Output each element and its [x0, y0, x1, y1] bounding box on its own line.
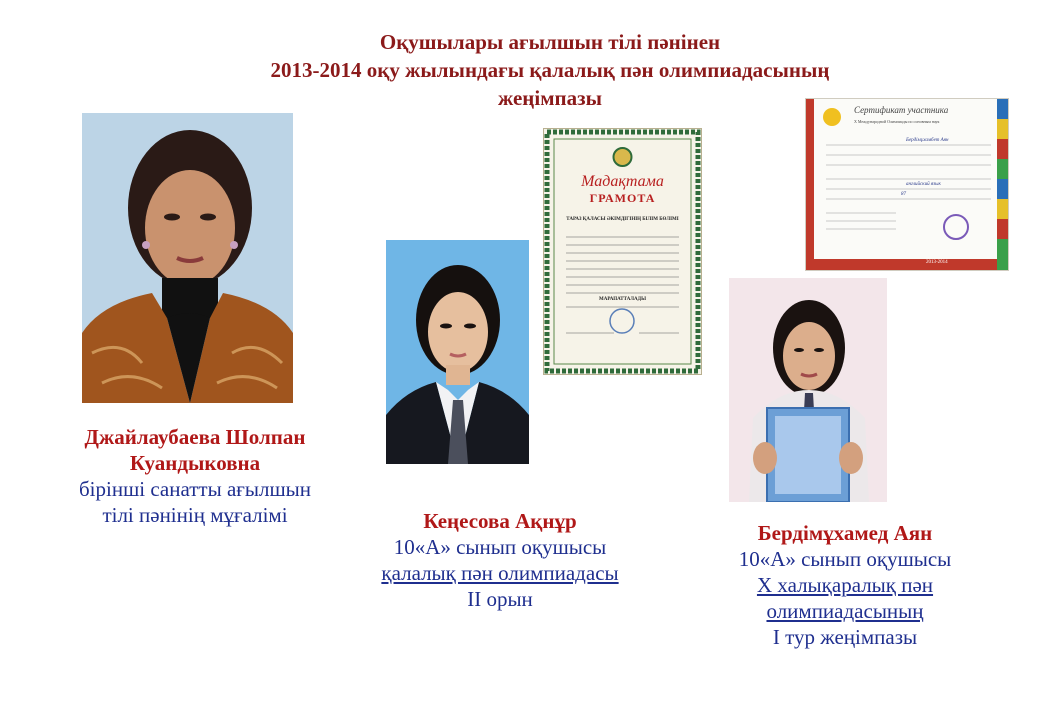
teacher-caption: [50, 424, 340, 528]
certificate-score: 87: [901, 192, 906, 197]
certificate-year: 2013-2014: [926, 260, 948, 265]
student2-portrait-graphic: [729, 278, 887, 502]
student1-name: Кеңесова Ақнұр: [423, 509, 577, 533]
gramota-heading: ГРАМОТА: [589, 191, 656, 205]
gramota-script-title: Мадақтама: [581, 173, 664, 190]
student2-class: 10«А» сынып оқушысы: [738, 547, 952, 571]
teacher-photo: [82, 113, 293, 403]
gramota-document: [543, 128, 702, 375]
teacher-name-line-1: Джайлаубаева Шолпан: [84, 425, 306, 449]
student1-event: қалалық пән олимпиадасы: [381, 561, 619, 585]
title-line-1: Оқушылары ағылшын тілі пәнінен: [379, 30, 721, 54]
gramota-award: МАРАПАТТАЛАДЫ: [598, 297, 646, 302]
student2-event-line-1: Х халықаралық пән: [756, 573, 934, 597]
title-line-3: жеңімпазы: [498, 86, 602, 110]
student2-caption: [690, 520, 1000, 650]
gramota-border-graphic: [544, 129, 701, 374]
student2-name: Бердімұхамед Аян: [757, 521, 933, 545]
certificate-name: Бердімұхамбет Аян: [906, 138, 949, 143]
title-line-2: 2013-2014 оқу жылындағы қалалық пән олимпиадасының: [270, 58, 830, 82]
student2-event-line-2: олимпиадасының: [766, 599, 924, 623]
teacher-role-line-2: тілі пәнінің мұғалімі: [102, 503, 288, 527]
teacher-portrait-graphic: [82, 113, 293, 403]
student1-portrait-graphic: [386, 240, 529, 464]
gramota-issuer: ТАРАЗ ҚАЛАСЫ ӘКІМДІГІНІҢ БІЛІМ БӨЛІМІ: [566, 217, 679, 222]
certificate-subtitle: X Международной Олимпиады по основным наук: [854, 119, 940, 124]
student1-class: 10«А» сынып оқушысы: [393, 535, 607, 559]
teacher-name-line-2: Куандыковна: [129, 451, 261, 475]
student2-result: І тур жеңімпазы: [772, 625, 918, 649]
teacher-role-line-1: бірінші санатты ағылшын: [78, 477, 311, 501]
certificate-subject: английский язык: [906, 182, 941, 187]
student1-caption: [330, 508, 670, 612]
certificate-title: Сертификат участника: [854, 105, 949, 115]
student1-place: ІІ орын: [467, 587, 533, 611]
certificate-document: [805, 98, 1009, 271]
student1-photo: [386, 240, 529, 464]
student2-photo: [729, 278, 887, 502]
